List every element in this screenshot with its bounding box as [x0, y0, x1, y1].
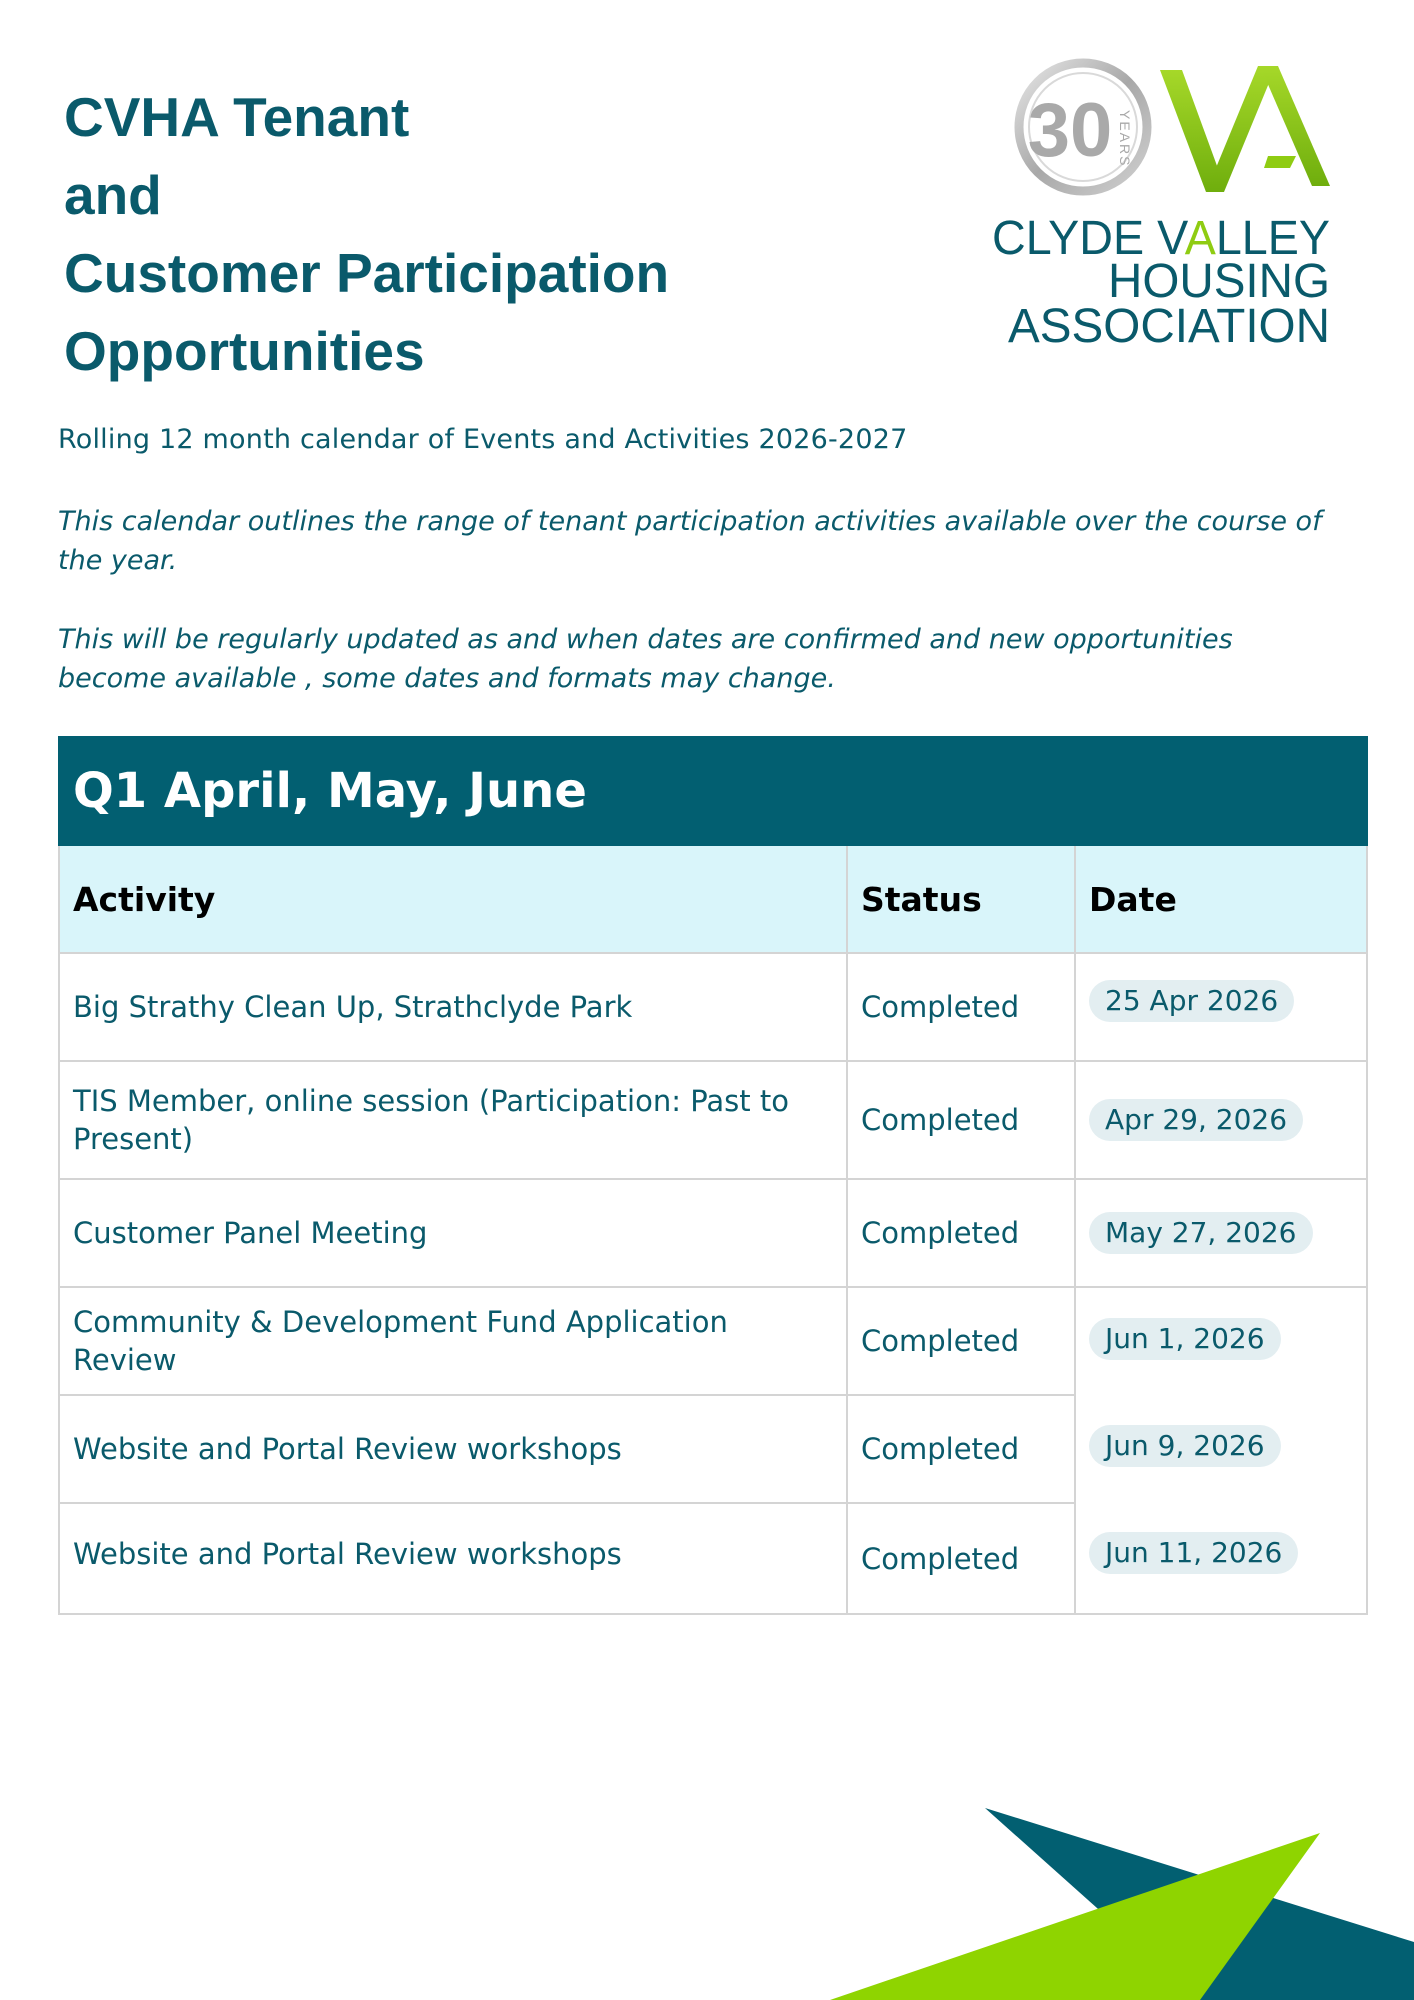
- status-cell: Completed: [847, 1503, 1075, 1614]
- status-cell: Completed: [847, 953, 1075, 1061]
- status-cell: Completed: [847, 1395, 1075, 1503]
- logo-line-2: HOUSING: [1108, 255, 1330, 308]
- activity-cell: Website and Portal Review workshops: [59, 1395, 847, 1503]
- table-row: [59, 1179, 1367, 1287]
- column-header-row: [59, 845, 1367, 953]
- intro-paragraph-1: This calendar outlines the range of tenant participation activities available over the course of the year.: [58, 506, 1322, 576]
- status-cell: Completed: [847, 1179, 1075, 1287]
- column-header-date: Date: [1075, 845, 1367, 953]
- badge-number: 30: [1027, 88, 1113, 173]
- title-line-2: and: [64, 164, 162, 226]
- activity-cell: Customer Panel Meeting: [59, 1179, 847, 1287]
- table-row: [59, 953, 1367, 1061]
- date-chip[interactable]: Jun 11, 2026: [1089, 1532, 1298, 1574]
- calendar-subtitle: Rolling 12 month calendar of Events and Activities 2026-2027: [58, 424, 908, 455]
- logo-line-3: ASSOCIATION: [1008, 300, 1330, 352]
- title-line-3: Customer Participation: [64, 242, 670, 304]
- activity-cell: Community & Development Fund Application Review: [59, 1287, 847, 1395]
- quarter-header-blank: [1075, 737, 1367, 845]
- status-cell: Completed: [847, 1061, 1075, 1179]
- table-row: [59, 1287, 1367, 1395]
- logo-line-1: CLYDE VALLEY: [992, 212, 1334, 265]
- green-triangle: [830, 1833, 1320, 2000]
- date-cell: [1075, 1179, 1367, 1287]
- va-monogram: [1160, 66, 1330, 192]
- page-title: [64, 78, 669, 390]
- badge-word: YEARS: [1117, 110, 1133, 168]
- title-line-1: CVHA Tenant: [64, 86, 410, 148]
- column-header-status: Status: [847, 845, 1075, 953]
- intro-paragraph-2: This will be regularly updated as and when dates are confirmed and new opportunities become available , some dates and formats may change.: [58, 624, 1233, 694]
- date-chip[interactable]: 25 Apr 2026: [1089, 980, 1294, 1022]
- activity-cell: Website and Portal Review workshops: [59, 1503, 847, 1614]
- date-cell: [1075, 953, 1367, 1061]
- activity-cell: Big Strathy Clean Up, Strathclyde Park: [59, 953, 847, 1061]
- date-chip[interactable]: Jun 9, 2026: [1089, 1425, 1281, 1467]
- status-cell: Completed: [847, 1287, 1075, 1395]
- table-row: [59, 1061, 1367, 1179]
- teal-triangle: [985, 1808, 1414, 2000]
- thirty-years-badge: [1019, 63, 1147, 191]
- title-line-4: Opportunities: [64, 320, 425, 382]
- column-header-activity: Activity: [59, 845, 847, 953]
- q1-calendar-table: [58, 736, 1368, 1615]
- date-chip[interactable]: May 27, 2026: [1089, 1212, 1312, 1254]
- activity-cell: TIS Member, online session (Participation: Past to Present): [59, 1061, 847, 1179]
- quarter-title: Q1 April, May, June: [59, 737, 1075, 845]
- date-chip[interactable]: Jun 1, 2026: [1089, 1318, 1281, 1360]
- date-chip[interactable]: Apr 29, 2026: [1089, 1099, 1303, 1141]
- date-cell-merged: [1075, 1287, 1367, 1614]
- clyde-valley-logo: [968, 52, 1340, 352]
- quarter-header-row: [59, 737, 1367, 845]
- date-cell: [1075, 1061, 1367, 1179]
